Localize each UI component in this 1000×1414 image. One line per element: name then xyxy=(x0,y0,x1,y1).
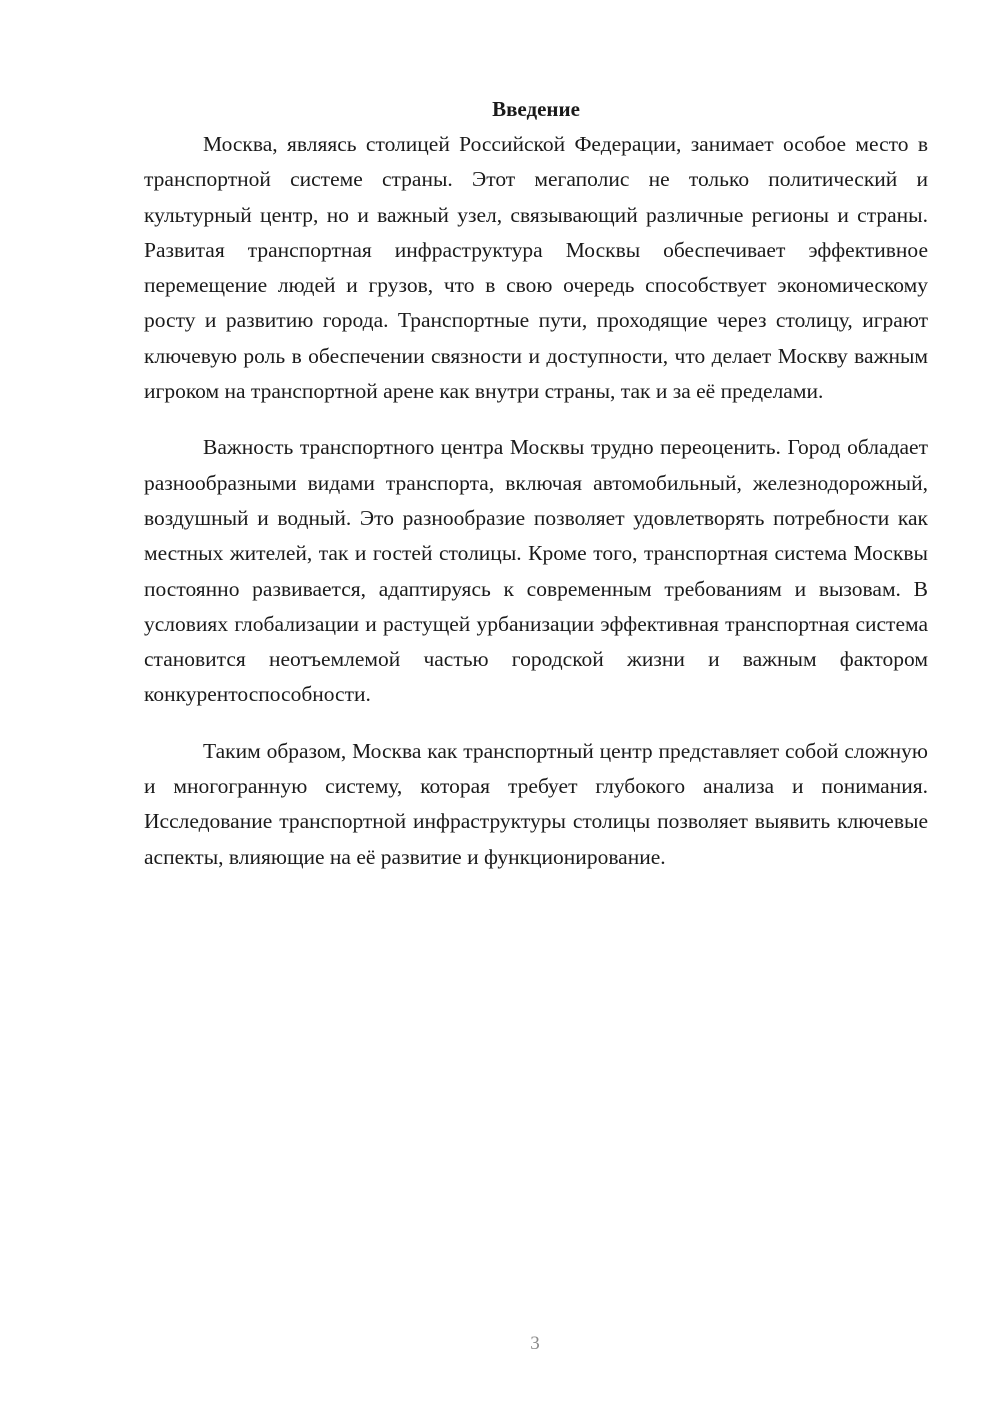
paragraph-3: Таким образом, Москва как транспортный центр представляет собой сложную и многогранную систему, которая требует глубокого анализа и понимания. Исследование транспортной инфраструктуры столицы позволяет выявить ключевые аспекты, влияющие на её развитие и функционирование. xyxy=(144,738,928,869)
paragraph-2: Важность транспортного центра Москвы трудно переоценить. Город обладает разнообразными видами транспорта, включая автомобильный, железнодорожный, воздушный и водный. Это разнообразие позволяет удовлетворять потребности как местных жителей, так и гостей столицы. Кроме того, транспортная система Москвы постоянно развивается, адаптируясь к современным требованиям и вызовам. В условиях глобализации и растущей урбанизации эффективная транспортная система становится неотъемлемой частью городской жизни и важным фактором конкурентоспособности. xyxy=(144,435,928,707)
section-heading: Введение xyxy=(492,97,580,121)
page-content xyxy=(144,92,928,875)
paragraph-1: Москва, являясь столицей Российской Федерации, занимает особое место в транспортной системе страны. Этот мегаполис не только политический и культурный центр, но и важный узел, связывающий различные регионы и страны. Развитая транспортная инфраструктура Москвы обеспечивает эффективное перемещение людей и грузов, что в свою очередь способствует экономическому росту и развитию города. Транспортные пути, проходящие через столицу, играют ключевую роль в обеспечении связности и доступности, что делает Москву важным игроком на транспортной арене как внутри страны, так и за её пределами. xyxy=(144,132,928,404)
page-number: 3 xyxy=(530,1333,540,1354)
